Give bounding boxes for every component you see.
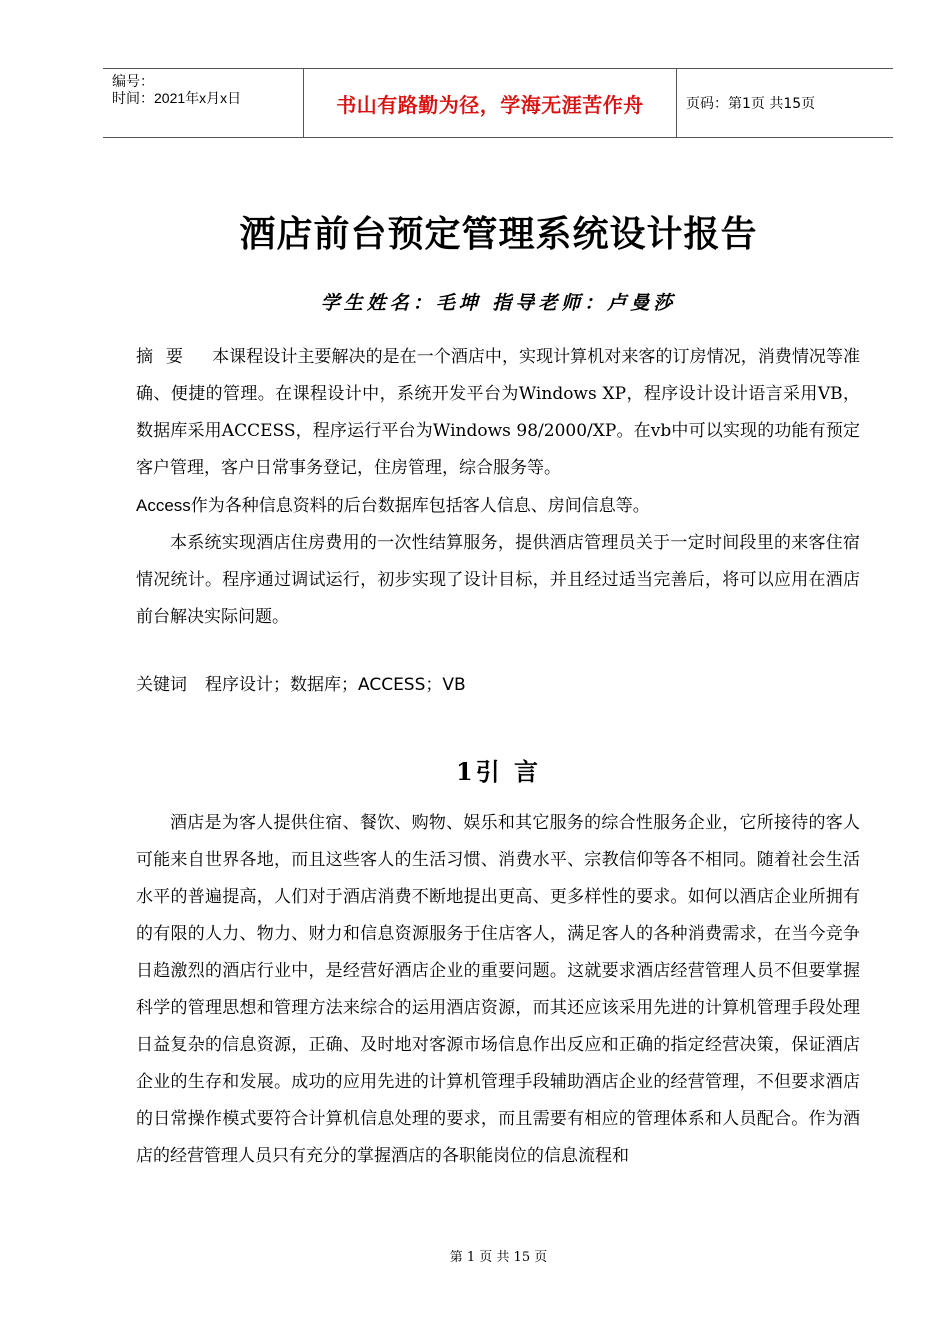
abstract-paragraph-1 bbox=[136, 339, 860, 525]
section-1-body bbox=[136, 805, 860, 1175]
motto-text: 书山有路勤为径，学海无涯苦作舟 bbox=[336, 92, 644, 117]
abstract-text-1-tail: 作为各种信息资料的后台数据库包括客人信息、房间信息等。 bbox=[190, 496, 650, 516]
abstract-text-1: 本课程设计主要解决的是在一个酒店中，实现计算机对来客的订房情况，消费情况等准确、便捷的管理。在课程设计中，系统开发平台为Windows XP，程序设计设计语言采用VB，数据库采用ACCESS，程序运行平台为Windows 98/2000/XP。在vb中可以实现的功能有预定客户管理，客户日常事务登记，住房管理，综合服务等。 bbox=[136, 347, 861, 478]
time-label: 时间：2021年x月x日 bbox=[112, 90, 242, 106]
abstract-section bbox=[136, 339, 860, 636]
page-footer: 第 1 页 共 15 页 bbox=[449, 1250, 548, 1265]
section-1-title: 1引 言 bbox=[455, 757, 542, 786]
header-left-cell bbox=[103, 69, 303, 137]
number-label: 编号： bbox=[112, 73, 154, 89]
page-info: 页码：第1页 共15页 bbox=[686, 96, 816, 112]
section-1-paragraph: 酒店是为客人提供住宿、餐饮、购物、娱乐和其它服务的综合性服务企业，它所接待的客人可能来自世界各地，而且这些客人的生活习惯、消费水平、宗教信仰等各不相同。随着社会生活水平的普遍提高，人们对于酒店消费不断地提出更高、更多样性的要求。如何以酒店企业所拥有的有限的人力、物力、财力和信息资源服务于住店客人，满足客人的各种消费需求，在当今竞争日趋激烈的酒店行业中，是经营好酒店企业的重要问题。这就要求酒店经营管理人员不但要掌握科学的管理思想和管理方法来综合的运用酒店资源，而其还应该采用先进的计算机管理手段处理日益复杂的信息资源，正确、及时地对客源市场信息作出反应和正确的指定经营决策，保证酒店企业的生存和发展。成功的应用先进的计算机管理手段辅助酒店企业的经营管理，不但要求酒店的日常操作模式要符合计算机信息处理的要求，而且需要有相应的管理体系和人员配合。作为酒店的经营管理人员只有充分的掌握酒店的各职能岗位的信息流程和 bbox=[136, 813, 860, 1166]
header-table bbox=[103, 68, 893, 138]
document-title: 酒店前台预定管理系统设计报告 bbox=[239, 214, 758, 255]
header-page-cell bbox=[677, 69, 893, 137]
abstract-paragraph-2: 本系统实现酒店住房费用的一次性结算服务，提供酒店管理员关于一定时间段里的来客住宿情况统计。程序通过调试运行，初步实现了设计目标，并且经过适当完善后，将可以应用在酒店前台解决实际问题。 bbox=[136, 533, 860, 627]
document-authors: 学生姓名：毛坤 指导老师：卢曼莎 bbox=[320, 292, 677, 314]
header-motto-cell bbox=[303, 69, 677, 137]
keywords-label: 关键词 bbox=[136, 675, 187, 695]
abstract-label: 摘要 bbox=[136, 347, 197, 367]
abstract-access-word: Access bbox=[136, 496, 191, 515]
keywords-line bbox=[136, 670, 466, 700]
keywords-values: 程序设计；数据库；ACCESS；VB bbox=[205, 675, 466, 695]
